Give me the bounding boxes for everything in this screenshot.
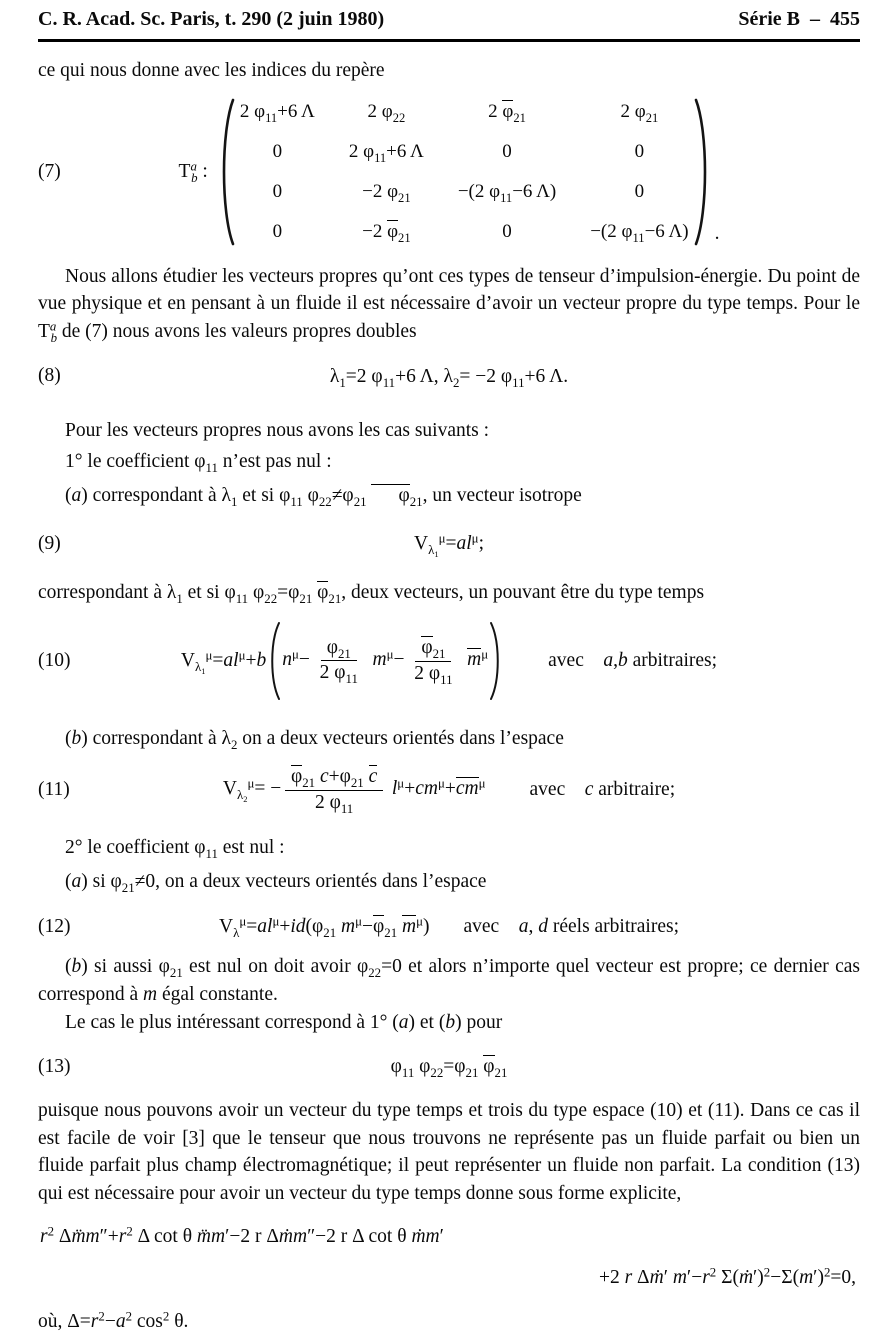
equation-7: [38, 97, 860, 248]
cases-intro-line: Pour les vecteurs propres nous avons les cas suivants :: [65, 420, 490, 442]
equation-13: [38, 1053, 860, 1081]
matrix-cell: 0: [634, 180, 645, 202]
equation-8-number: (8): [38, 365, 61, 387]
equation-11-body: $V_{\lambda_2}^\mu=$ − $\frac{\varphi_{21} c+\varphi_{21} c}{2 \varphi_{11}}$ $l^\mu+cm^\mu+cm^\mu$: [222, 766, 486, 816]
where-line: où, $\Delta=r^2-a^2$ $\cos^2 \theta$.: [38, 1309, 189, 1333]
equation-explicit: [38, 1223, 860, 1291]
paragraph-conclusion: puisque nous pouvons avoir un vecteur du type temps et trois du type espace (10) et (11). Dans ce cas il est facile de voir [3] que le tenseur que nous trouvons ne représente pas un fluide parfait ou bien un fluide parfait plus champ électromagnétique; il peut représenter un fluide non parfait. La condition (13) qui est nécessaire pour avoir un vecteur du type temps donne sous forme explicite,: [38, 1100, 860, 1205]
equation-12-condition: avec a, d réels arbitraires;: [463, 915, 679, 937]
matrix-cell: 0: [272, 140, 283, 162]
paragraph-eigenvectors: Nous allons étudier les vecteurs propres qu’ont ces types de tenseur d’impulsion-énergie. Du point de vue physique et en pensant à un fluide il est nécessaire d’avoir un vecteur propre du type temps. Pour le $T^a_b$ de (7) nous avons les valeurs propres doubles: [38, 265, 860, 345]
matrix-cell: 0: [502, 220, 512, 242]
equation-9-number: (9): [38, 533, 61, 555]
paren-left-icon: [216, 97, 236, 247]
matrix-cell: −2 $\varphi_{21}$: [362, 220, 411, 245]
case1b-line: (b) correspondant à $\lambda_2$ on a deux vecteurs orientés dans l’espace: [65, 727, 564, 752]
equation-7-period: .: [714, 222, 720, 244]
case1-line: 1° le coefficient $\varphi_{11}$ n’est pas nul :: [65, 451, 332, 475]
paragraph-lecas: Le cas le plus intéressant correspond à 1° (a) et (b) pour: [65, 1011, 503, 1033]
matrix-cell: 2 $\varphi_{22}$: [367, 100, 406, 125]
equation-13-number: (13): [38, 1056, 71, 1078]
equation-7-lhs: $T^a_b$ :: [178, 159, 208, 186]
journal-header: [38, 6, 860, 32]
equation-7-number: (7): [38, 161, 61, 183]
paren-right-icon: [488, 620, 504, 702]
equation-12-body: $V_\lambda^\mu=al^\mu+id(\varphi_{21}$ $m^\mu-\varphi_{21}$ $m^\mu$): [219, 914, 430, 940]
matrix-cell: −2 $\varphi_{21}$: [362, 180, 411, 205]
paren-left-icon: [266, 620, 282, 702]
matrix-cell: 0: [272, 220, 283, 242]
series-page-number: Série B – 455: [738, 8, 860, 30]
case1a-line: (a) correspondant à $\lambda_1$ et si $\varphi_{11}$ $\varphi_{22}\ne\varphi_{21}$ $\varphi_{21}$, un vecteur isotrope: [65, 484, 582, 509]
equation-explicit-line2: +2 r Δṁ′ $m'-r^2$ $\Sigma(ṁ')^2-\Sigma(m')^2=0$,: [598, 1265, 856, 1288]
equation-9-body: $V_{\lambda_1}^\mu=al^\mu$;: [414, 531, 484, 560]
equation-12: [38, 913, 860, 941]
paragraph-case2b: (b) si aussi $\varphi_{21}$ est nul on doit avoir $\varphi_{22}=0$ et alors n’importe quel vecteur est propre; ce dernier cas correspond à m égal constante.: [38, 956, 860, 1006]
equation-explicit-line1: $r^2$ $\Delta m̈m''+r^2$ Δ cot θ m̈m′−2 r Δṁm″−2 r Δ cot θ ṁm′: [40, 1224, 444, 1247]
case2-line: 2° le coefficient $\varphi_{11}$ est nul :: [65, 837, 285, 862]
matrix-cell: 0: [502, 140, 512, 162]
equation-8-body: $\lambda_1=2$ $\varphi_{11}+6$ Λ, $\lambda_2= -2$ $\varphi_{11}+6$ Λ.: [329, 365, 569, 390]
matrix-cell: −(2 $\varphi_{11}-6$ Λ): [457, 180, 557, 205]
matrix-cell: 0: [634, 140, 645, 162]
matrix-cell: 2 $\varphi_{21}$: [620, 100, 659, 125]
tensor-matrix: [236, 97, 693, 248]
header-divider: [38, 39, 860, 42]
paren-right-icon: [693, 97, 713, 247]
equation-8: [38, 363, 860, 391]
intro-line: ce qui nous donne avec les indices du repère: [38, 60, 385, 81]
case2a-line: (a) si $\varphi_{21}\ne 0$, on a deux vecteurs orientés dans l’espace: [65, 870, 487, 895]
matrix-cell: 0: [272, 180, 283, 202]
equation-13-body: $\varphi_{11}$ $\varphi_{22}=\varphi_{21}$ $\varphi_{21}$: [390, 1056, 508, 1081]
equation-10-inner: $n^\mu-$ $\frac{\varphi_{21}}{2 \varphi_{11}}$ $m^\mu-$ $\frac{\varphi_{21}}{2 \varphi_{11}}$ $m^\mu$: [282, 636, 489, 687]
matrix-cell: 2 $\varphi_{11}+6$ Λ: [239, 100, 315, 125]
equation-10-number: (10): [38, 649, 71, 671]
equation-11-condition: avec c arbitraire;: [529, 779, 676, 801]
matrix-cell: 2 $\varphi_{21}$: [488, 100, 526, 125]
equation-11: [38, 765, 860, 814]
case1b-intro-line: correspondant à $\lambda_1$ et si $\varphi_{11}$ $\varphi_{22}=\varphi_{21}$ $\varphi_{21}$, deux vecteurs, un pouvant être du type temps: [38, 582, 705, 606]
matrix-cell: 2 $\varphi_{11}+6$ Λ: [348, 140, 424, 165]
journal-reference: C. R. Acad. Sc. Paris, t. 290 (2 juin 1980): [38, 8, 385, 30]
equation-11-number: (11): [38, 779, 70, 801]
equation-10: [38, 620, 860, 702]
equation-9: [38, 530, 860, 558]
equation-12-number: (12): [38, 915, 71, 937]
matrix-cell: −(2 $\varphi_{11}-6$ Λ): [590, 220, 689, 245]
equation-10-condition: avec a,b arbitraires;: [548, 649, 718, 671]
equation-10-lhs: $V_{\lambda_1}^\mu=al^\mu+b$: [180, 648, 267, 676]
